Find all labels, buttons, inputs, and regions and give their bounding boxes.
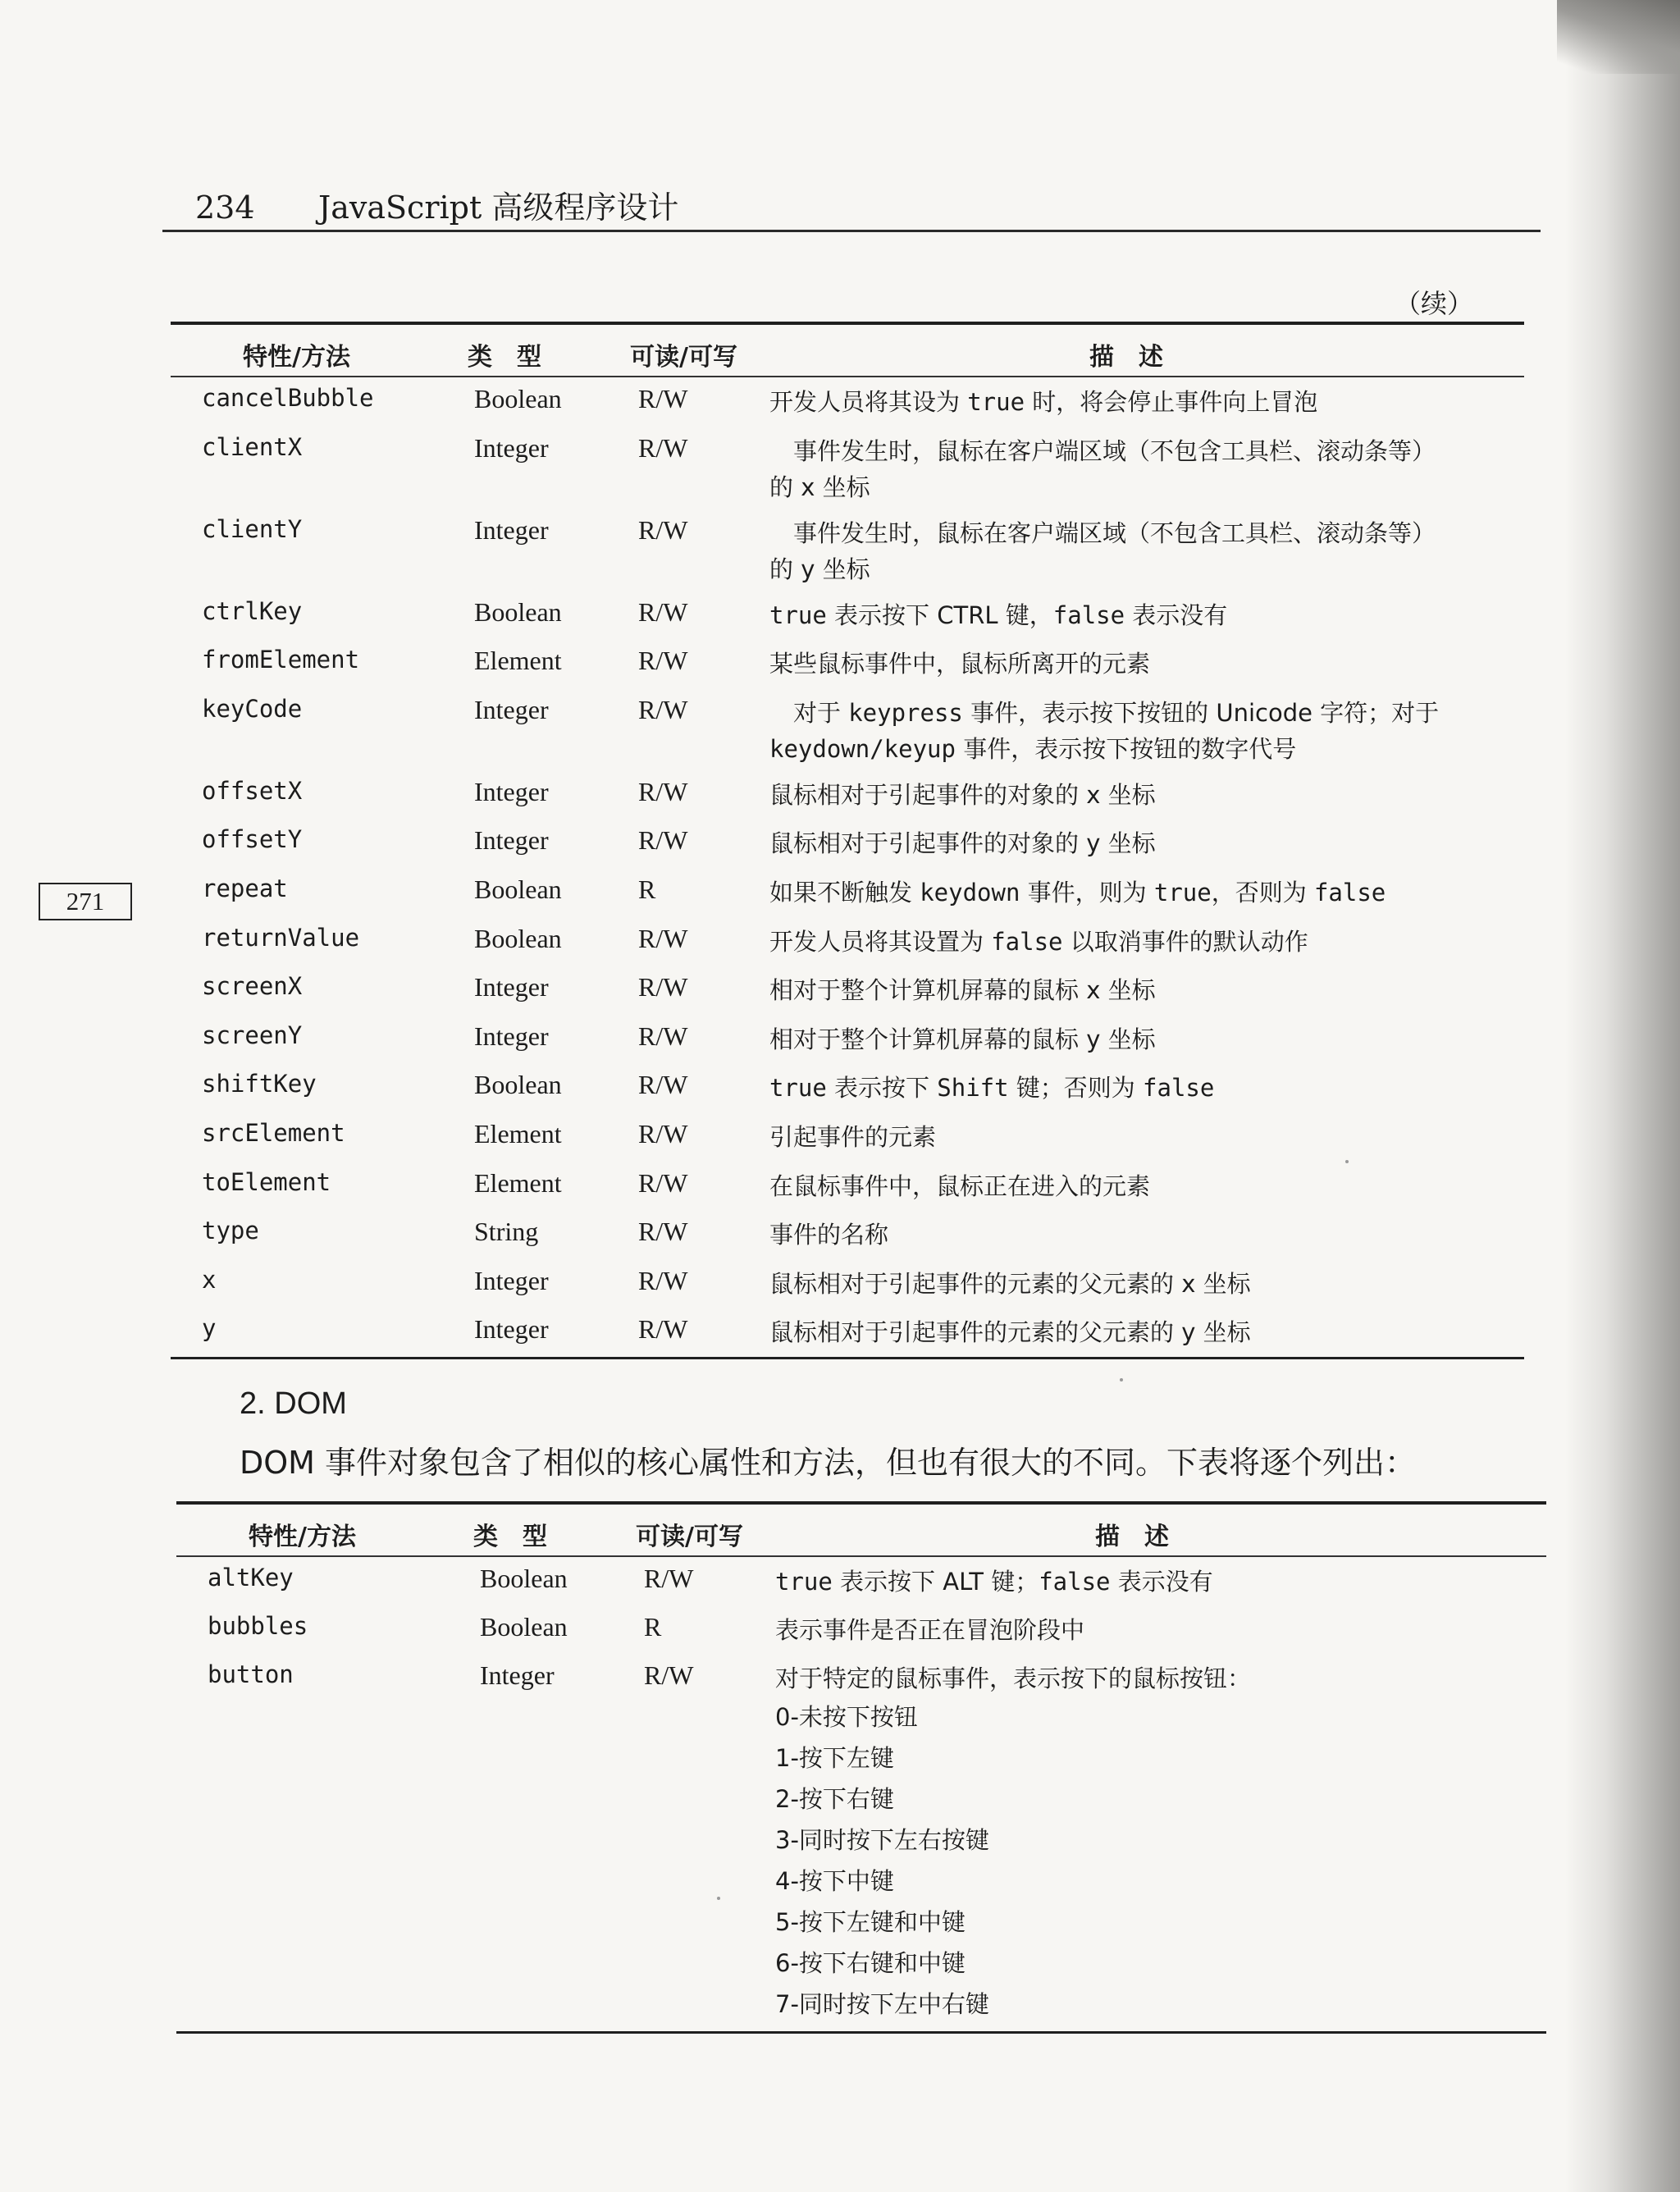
property-type: Integer bbox=[474, 1265, 549, 1295]
description-line: 1-按下左键 bbox=[775, 1744, 894, 1772]
column-header: 类 型 bbox=[468, 343, 541, 372]
description-line: true 表示按下 Shift 键；否则为 false bbox=[769, 1074, 1215, 1103]
read-write-flag: R/W bbox=[638, 384, 688, 413]
property-name: shiftKey bbox=[202, 1070, 317, 1098]
property-name: offsetY bbox=[202, 825, 303, 854]
read-write-flag: R/W bbox=[638, 1070, 688, 1100]
property-description bbox=[769, 384, 1317, 420]
property-type: Boolean bbox=[474, 384, 562, 413]
table-row bbox=[176, 1557, 1546, 1605]
table-row bbox=[171, 1063, 1524, 1112]
description-line: 如果不断触发 keydown 事件，则为 true，否则为 false bbox=[769, 878, 1386, 906]
table-header-row bbox=[176, 1505, 1546, 1555]
description-line: 在鼠标事件中，鼠标正在进入的元素 bbox=[769, 1171, 1151, 1200]
property-name: keyCode bbox=[202, 694, 303, 723]
property-name: screenY bbox=[202, 1021, 303, 1049]
property-description bbox=[769, 1266, 1251, 1302]
column-header: 特性/方法 bbox=[243, 343, 350, 372]
property-name: fromElement bbox=[202, 646, 360, 674]
description-line: 的 y 坐标 bbox=[769, 555, 870, 583]
book-spine-shadow bbox=[1565, 0, 1680, 2192]
description-line: 7-同时按下左中右键 bbox=[775, 1990, 989, 2018]
property-description bbox=[769, 972, 1156, 1008]
running-header bbox=[195, 182, 678, 231]
description-line: true 表示按下 CTRL 键，false 表示没有 bbox=[769, 601, 1228, 629]
description-line: 3-同时按下左右按键 bbox=[775, 1826, 989, 1854]
column-header: 类 型 bbox=[473, 1523, 547, 1551]
property-name: ctrlKey bbox=[202, 596, 303, 625]
property-description bbox=[769, 1119, 936, 1155]
description-line: 鼠标相对于引起事件的对象的 y 坐标 bbox=[769, 829, 1156, 858]
property-type: Boolean bbox=[474, 1070, 562, 1100]
property-name: y bbox=[202, 1314, 217, 1343]
table-row bbox=[171, 917, 1524, 966]
code-term: false bbox=[1039, 1568, 1111, 1596]
column-header: 描 述 bbox=[1095, 1523, 1169, 1551]
property-description bbox=[769, 1314, 1251, 1350]
property-type: Integer bbox=[474, 432, 549, 463]
table-row bbox=[171, 639, 1524, 688]
property-type: Integer bbox=[474, 1314, 549, 1345]
description-line: 6-按下右键和中键 bbox=[775, 1949, 966, 1977]
description-line: 鼠标相对于引起事件的元素的父元素的 x 坐标 bbox=[769, 1269, 1251, 1298]
description-line: 引起事件的元素 bbox=[769, 1122, 937, 1151]
property-type: Integer bbox=[474, 825, 549, 856]
description-line: 事件发生时，鼠标在客户端区域（不包含工具栏、滚动条等） bbox=[769, 436, 1436, 465]
code-term: false bbox=[1313, 878, 1386, 906]
read-write-flag: R/W bbox=[638, 1118, 688, 1149]
column-header: 可读/可写 bbox=[636, 1523, 743, 1551]
section-title: 2. DOM bbox=[240, 1386, 347, 1421]
property-name: altKey bbox=[208, 1564, 294, 1591]
code-term: true bbox=[775, 1568, 833, 1596]
read-write-flag: R/W bbox=[638, 646, 688, 676]
table-row bbox=[171, 1259, 1524, 1308]
property-description bbox=[769, 825, 1156, 861]
table-row bbox=[171, 770, 1524, 820]
description-line: 某些鼠标事件中，鼠标所离开的元素 bbox=[769, 650, 1151, 678]
code-term: true bbox=[769, 1074, 827, 1103]
property-description bbox=[775, 1612, 1084, 1648]
description-line: 5-按下左键和中键 bbox=[775, 1908, 966, 1936]
property-name: button bbox=[208, 1660, 294, 1688]
property-type: Integer bbox=[474, 694, 549, 724]
read-write-flag: R/W bbox=[638, 1021, 688, 1051]
table-row bbox=[171, 688, 1524, 770]
description-line: 对于特定的鼠标事件，表示按下的鼠标按钮： bbox=[775, 1665, 1252, 1692]
description-line: 表示事件是否正在冒泡阶段中 bbox=[775, 1616, 1085, 1644]
table-row bbox=[171, 509, 1524, 591]
read-write-flag: R/W bbox=[638, 1314, 688, 1345]
description-line: 事件发生时，鼠标在客户端区域（不包含工具栏、滚动条等） bbox=[769, 518, 1436, 547]
code-term: keypress bbox=[848, 698, 963, 727]
book-title: JavaScript 高级程序设计 bbox=[318, 190, 679, 226]
description-line: 相对于整个计算机屏幕的鼠标 y 坐标 bbox=[769, 1025, 1156, 1053]
code-term: false bbox=[1143, 1074, 1215, 1103]
code-term: keydown/keyup bbox=[769, 734, 956, 763]
ie-event-properties-table bbox=[171, 322, 1524, 1359]
property-type: Integer bbox=[474, 514, 549, 545]
table-row bbox=[176, 1605, 1546, 1654]
column-header: 可读/可写 bbox=[630, 343, 737, 372]
column-header: 描 述 bbox=[1089, 343, 1163, 372]
section-paragraph: DOM 事件对象包含了相似的核心属性和方法，但也有很大的不同。下表将逐个列出： bbox=[240, 1445, 1417, 1481]
table-bottom-rule bbox=[176, 2031, 1546, 2034]
property-name: srcElement bbox=[202, 1118, 345, 1147]
table-bottom-rule bbox=[171, 1357, 1524, 1359]
read-write-flag: R/W bbox=[638, 972, 688, 1002]
description-line: 相对于整个计算机屏幕的鼠标 x 坐标 bbox=[769, 976, 1156, 1005]
read-write-flag: R/W bbox=[638, 825, 688, 856]
property-description bbox=[769, 1217, 888, 1253]
property-description bbox=[769, 433, 1436, 505]
read-write-flag: R/W bbox=[644, 1660, 694, 1690]
property-description bbox=[775, 1660, 1251, 2025]
read-write-flag: R/W bbox=[638, 776, 688, 806]
property-name: returnValue bbox=[202, 923, 360, 952]
property-name: cancelBubble bbox=[202, 384, 374, 412]
code-term: true bbox=[967, 388, 1025, 416]
continued-label: （续） bbox=[1395, 288, 1474, 319]
margin-page-ref: 271 bbox=[39, 883, 132, 920]
read-write-flag: R/W bbox=[638, 1167, 688, 1198]
property-type: Integer bbox=[480, 1660, 555, 1690]
property-name: repeat bbox=[202, 874, 288, 902]
table-row bbox=[171, 1308, 1524, 1357]
table-row bbox=[171, 1112, 1524, 1162]
property-type: Boolean bbox=[474, 874, 562, 904]
property-name: offsetX bbox=[202, 776, 303, 805]
description-line: 的 x 坐标 bbox=[769, 473, 870, 501]
property-description bbox=[769, 646, 1150, 682]
property-description bbox=[769, 1070, 1214, 1106]
property-description bbox=[769, 515, 1436, 587]
property-type: Element bbox=[474, 1167, 562, 1198]
property-type: Boolean bbox=[474, 923, 562, 953]
table-row bbox=[171, 427, 1524, 509]
read-write-flag: R bbox=[644, 1612, 662, 1642]
property-description bbox=[769, 875, 1386, 911]
property-type: Integer bbox=[474, 1021, 549, 1051]
property-name: clientY bbox=[202, 514, 303, 543]
page-number: 234 bbox=[195, 190, 255, 226]
code-term: true bbox=[769, 601, 827, 629]
book-spine-corner bbox=[1557, 0, 1680, 74]
property-description bbox=[775, 1564, 1213, 1600]
read-write-flag: R/W bbox=[638, 694, 688, 724]
description-line: 事件的名称 bbox=[769, 1221, 889, 1249]
description-line: 4-按下中键 bbox=[775, 1867, 894, 1895]
property-description bbox=[769, 1021, 1156, 1057]
property-description bbox=[769, 924, 1308, 960]
property-type: Element bbox=[474, 1118, 562, 1149]
property-description bbox=[769, 597, 1227, 633]
table-row bbox=[171, 377, 1524, 427]
property-type: Element bbox=[474, 646, 562, 676]
property-type: Integer bbox=[474, 972, 549, 1002]
table-row bbox=[171, 1162, 1524, 1211]
header-rule bbox=[162, 230, 1541, 232]
dom-event-properties-table bbox=[176, 1501, 1546, 2034]
property-name: x bbox=[202, 1265, 217, 1294]
read-write-flag: R/W bbox=[638, 596, 688, 627]
table-row bbox=[171, 591, 1524, 640]
property-name: toElement bbox=[202, 1167, 331, 1196]
description-line: 开发人员将其设置为 false 以取消事件的默认动作 bbox=[769, 927, 1308, 956]
code-term: false bbox=[1052, 601, 1125, 629]
property-description bbox=[769, 695, 1439, 767]
description-line: 鼠标相对于引起事件的对象的 x 坐标 bbox=[769, 780, 1156, 809]
read-write-flag: R/W bbox=[638, 1265, 688, 1295]
description-line: 2-按下右键 bbox=[775, 1785, 894, 1813]
description-line: true 表示按下 ALT 键；false 表示没有 bbox=[775, 1568, 1213, 1596]
property-name: screenX bbox=[202, 972, 303, 1001]
property-type: Boolean bbox=[480, 1564, 568, 1593]
property-type: Integer bbox=[474, 776, 549, 806]
paper-speck bbox=[717, 1897, 720, 1900]
description-line: 0-未按下按钮 bbox=[775, 1703, 918, 1731]
table-header-row bbox=[171, 325, 1524, 376]
table-row bbox=[171, 868, 1524, 917]
description-line: 开发人员将其设为 true 时，将会停止事件向上冒泡 bbox=[769, 388, 1318, 416]
property-description bbox=[769, 1168, 1150, 1204]
description-line: 对于 keypress 事件，表示按下按钮的 Unicode 字符；对于 bbox=[769, 698, 1440, 727]
code-term: Shift bbox=[937, 1074, 1009, 1103]
table-row bbox=[171, 1210, 1524, 1259]
read-write-flag: R/W bbox=[638, 923, 688, 953]
paper-speck bbox=[1345, 1160, 1349, 1163]
property-description bbox=[769, 777, 1156, 813]
column-header: 特性/方法 bbox=[249, 1523, 356, 1551]
read-write-flag: R bbox=[638, 874, 656, 904]
table-row bbox=[176, 1654, 1546, 2031]
paper-speck bbox=[1120, 1378, 1123, 1381]
description-line: keydown/keyup 事件，表示按下按钮的数字代号 bbox=[769, 734, 1297, 763]
property-type: Boolean bbox=[480, 1612, 568, 1642]
property-name: clientX bbox=[202, 432, 303, 461]
property-name: type bbox=[202, 1217, 259, 1245]
read-write-flag: R/W bbox=[638, 1217, 688, 1247]
code-term: keydown bbox=[920, 878, 1020, 906]
description-line: 鼠标相对于引起事件的元素的父元素的 y 坐标 bbox=[769, 1318, 1251, 1347]
table-row bbox=[171, 966, 1524, 1015]
table-row bbox=[171, 1015, 1524, 1064]
code-term: true bbox=[1153, 878, 1212, 906]
read-write-flag: R/W bbox=[644, 1564, 694, 1593]
property-type: Boolean bbox=[474, 596, 562, 627]
property-name: bubbles bbox=[208, 1612, 308, 1640]
property-type: String bbox=[474, 1217, 539, 1247]
table-row bbox=[171, 819, 1524, 868]
read-write-flag: R/W bbox=[638, 514, 688, 545]
read-write-flag: R/W bbox=[638, 432, 688, 463]
code-term: false bbox=[991, 927, 1063, 956]
